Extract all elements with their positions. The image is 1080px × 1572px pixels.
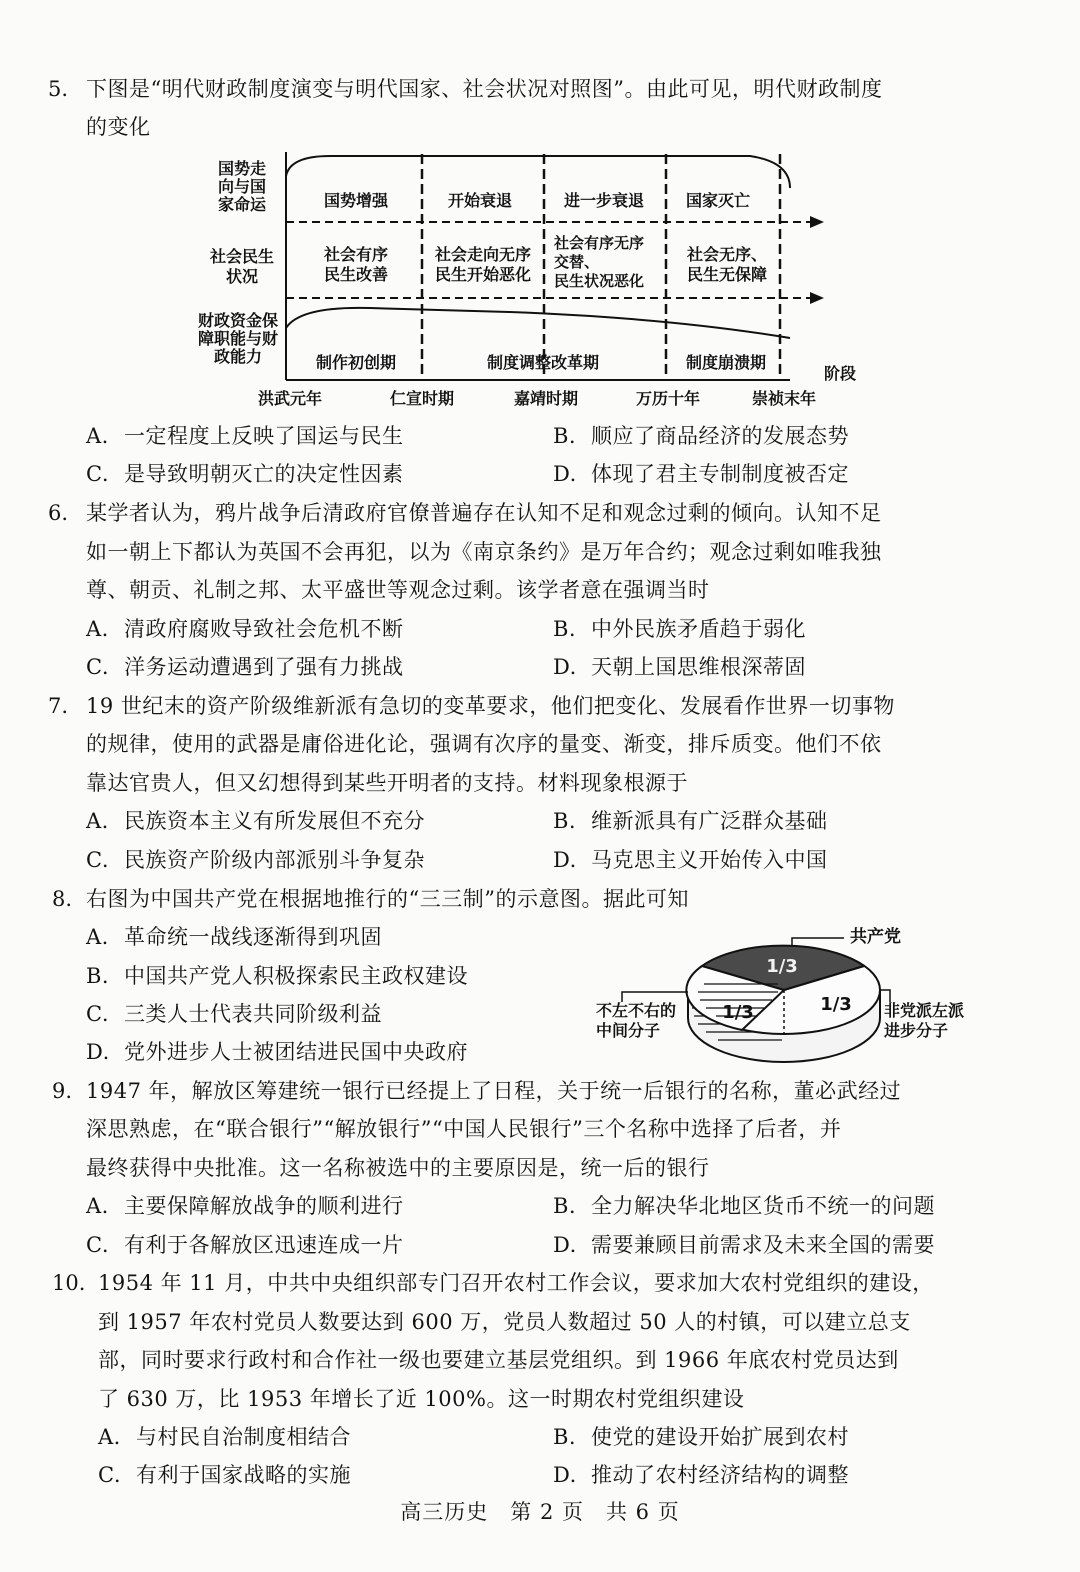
row-label-fortune: 家命运 xyxy=(217,195,267,214)
fortune-curve xyxy=(286,156,790,188)
time-label: 洪武元年 xyxy=(257,389,323,408)
q5-stem-line: 的变化 xyxy=(86,115,151,139)
cell-society: 社会有序 xyxy=(323,245,389,264)
q10-option-d[interactable]: D. 推动了农村经济结构的调整 xyxy=(553,1463,849,1487)
slice-label-middle: 1/3 xyxy=(722,1002,754,1023)
cell-fiscal: 制度调整改革期 xyxy=(486,353,600,372)
row-label-fortune: 向与国 xyxy=(217,177,267,196)
cell-society: 民生开始恶化 xyxy=(434,265,532,284)
row-label-fiscal: 政能力 xyxy=(213,347,263,366)
label-middle-elements: 中间分子 xyxy=(596,1021,661,1040)
cell-society: 民生状况恶化 xyxy=(554,272,645,290)
label-communist-party: 共产党 xyxy=(850,927,901,947)
q9-option-a[interactable]: A. 主要保障解放战争的顺利进行 xyxy=(86,1194,404,1218)
cell-society: 社会有序无序 xyxy=(554,234,645,252)
q6-option-b[interactable]: B. 中外民族矛盾趋于弱化 xyxy=(553,617,806,641)
cell-fiscal: 制度崩溃期 xyxy=(685,353,767,372)
q5-stem-line: 下图是“明代财政制度演变与明代国家、社会状况对照图”。由此可见，明代财政制度 xyxy=(86,77,883,101)
q8-option-b[interactable]: B. 中国共产党人积极探索民主政权建设 xyxy=(86,964,468,988)
q8-option-a[interactable]: A. 革命统一战线逐渐得到巩固 xyxy=(86,925,382,949)
cell-society: 社会走向无序 xyxy=(434,245,532,264)
row-label-society: 社会民生 xyxy=(209,247,275,266)
slice-label-party: 1/3 xyxy=(766,956,798,977)
q9-number: 9. xyxy=(52,1079,73,1103)
slice-label-left-progressive: 1/3 xyxy=(820,994,852,1015)
q5-option-d[interactable]: D. 体现了君主专制制度被否定 xyxy=(553,462,849,486)
q9-stem-line: 1947 年，解放区筹建统一银行已经提上了日程，关于统一后银行的名称，董必武经过 xyxy=(86,1079,902,1103)
q7-number: 7. xyxy=(48,694,69,718)
row-label-society: 状况 xyxy=(225,267,259,286)
cell-fortune: 国势增强 xyxy=(323,191,389,210)
row-label-fiscal: 财政资金保 xyxy=(197,311,279,330)
cell-fortune: 进一步衰退 xyxy=(563,191,645,210)
q5-option-c[interactable]: C. 是导致明朝灭亡的决定性因素 xyxy=(86,462,404,486)
q10-stem-line: 1954 年 11 月，中共中央组织部专门召开农村工作会议，要求加大农村党组织的建设， xyxy=(98,1271,934,1295)
cell-society: 民生改善 xyxy=(323,265,389,284)
q6-stem-line: 尊、朝贡、礼制之邦、太平盛世等观念过剩。该学者意在强调当时 xyxy=(86,578,710,602)
time-label: 万历十年 xyxy=(635,389,701,408)
page-footer: 高三历史 第 2 页 共 6 页 xyxy=(400,1500,680,1524)
cell-society: 民生无保障 xyxy=(686,265,768,284)
q10-option-c[interactable]: C. 有利于国家战略的实施 xyxy=(98,1463,351,1487)
q6-option-c[interactable]: C. 洋务运动遭遇到了强有力挑战 xyxy=(86,655,404,679)
time-label: 崇祯末年 xyxy=(751,389,817,408)
cell-fiscal: 制作初创期 xyxy=(315,353,397,372)
q10-option-b[interactable]: B. 使党的建设开始扩展到农村 xyxy=(553,1425,849,1449)
cell-society: 社会无序、 xyxy=(686,245,768,264)
q10-number: 10. xyxy=(52,1271,86,1295)
cell-society: 交替、 xyxy=(554,253,600,271)
q6-option-d[interactable]: D. 天朝上国思维根深蒂固 xyxy=(553,655,806,679)
q6-stem-line: 如一朝上下都认为英国不会再犯，以为《南京条约》是万年合约；观念过剩如唯我独 xyxy=(86,540,882,564)
q8-stem-line: 右图为中国共产党在根据地推行的“三三制”的示意图。据此可知 xyxy=(86,887,689,911)
label-non-party-left: 进步分子 xyxy=(884,1021,949,1040)
three-thirds-pie xyxy=(592,918,982,1080)
label-non-party-left: 非党派左派 xyxy=(884,1001,965,1020)
ming-fiscal-diagram xyxy=(190,148,890,416)
q5-number: 5. xyxy=(48,77,69,101)
q7-stem-line: 19 世纪末的资产阶级维新派有急切的变革要求，他们把变化、发展看作世界一切事物 xyxy=(86,694,895,718)
axis-label-stage: 阶段 xyxy=(823,364,857,383)
q7-option-b[interactable]: B. 维新派具有广泛群众基础 xyxy=(553,809,828,833)
cell-fortune: 开始衰退 xyxy=(447,191,513,210)
q9-stem-line: 深思熟虑，在“联合银行”“解放银行”“中国人民银行”三个名称中选择了后者，并 xyxy=(86,1117,842,1141)
row-label-fortune: 国势走 xyxy=(217,159,267,178)
q5-option-a[interactable]: A. 一定程度上反映了国运与民生 xyxy=(86,424,404,448)
time-label: 仁宣时期 xyxy=(389,389,455,408)
fiscal-curve xyxy=(286,308,790,338)
q9-option-c[interactable]: C. 有利于各解放区迅速连成一片 xyxy=(86,1233,404,1257)
label-middle-elements: 不左不右的 xyxy=(596,1001,677,1020)
q8-option-c[interactable]: C. 三类人士代表共同阶级利益 xyxy=(86,1002,382,1026)
q7-stem-line: 靠达官贵人，但又幻想得到某些开明者的支持。材料现象根源于 xyxy=(86,771,688,795)
cell-fortune: 国家灭亡 xyxy=(685,191,751,210)
q10-stem-line: 部，同时要求行政村和合作社一级也要建立基层党组织。到 1966 年底农村党员达到 xyxy=(98,1348,899,1372)
q9-stem-line: 最终获得中央批准。这一名称被选中的主要原因是，统一后的银行 xyxy=(86,1156,710,1180)
q6-number: 6. xyxy=(48,501,69,525)
row-label-fiscal: 障职能与财 xyxy=(197,329,279,348)
q6-stem-line: 某学者认为，鸦片战争后清政府官僚普遍存在认知不足和观念过剩的倾向。认知不足 xyxy=(86,501,882,525)
q10-stem-line: 了 630 万，比 1953 年增长了近 100%。这一时期农村党组织建设 xyxy=(98,1387,745,1411)
q5-option-b[interactable]: B. 顺应了商品经济的发展态势 xyxy=(553,424,849,448)
q10-stem-line: 到 1957 年农村党员人数要达到 600 万，党员人数超过 50 人的村镇，可以建立总支 xyxy=(98,1310,911,1334)
q9-option-b[interactable]: B. 全力解决华北地区货币不统一的问题 xyxy=(553,1194,935,1218)
q8-option-d[interactable]: D. 党外进步人士被团结进民国中央政府 xyxy=(86,1040,468,1064)
q7-option-c[interactable]: C. 民族资产阶级内部派别斗争复杂 xyxy=(86,848,425,872)
q8-number: 8. xyxy=(52,887,73,911)
q7-stem-line: 的规律，使用的武器是庸俗进化论，强调有次序的量变、渐变，排斥质变。他们不依 xyxy=(86,732,882,756)
time-label: 嘉靖时期 xyxy=(513,389,579,408)
q9-option-d[interactable]: D. 需要兼顾目前需求及未来全国的需要 xyxy=(553,1233,935,1257)
q6-option-a[interactable]: A. 清政府腐败导致社会危机不断 xyxy=(86,617,404,641)
q7-option-a[interactable]: A. 民族资本主义有所发展但不充分 xyxy=(86,809,425,833)
q10-option-a[interactable]: A. 与村民自治制度相结合 xyxy=(98,1425,351,1449)
q7-option-d[interactable]: D. 马克思主义开始传入中国 xyxy=(553,848,828,872)
